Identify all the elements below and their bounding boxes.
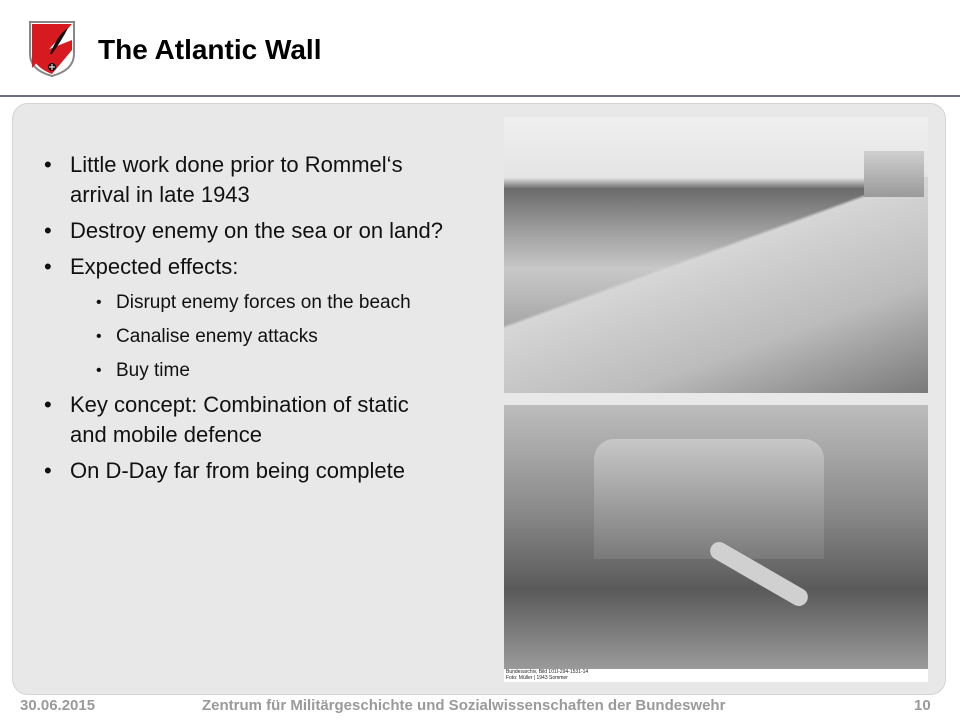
sub-bullet-item: • Disrupt enemy forces on the beach xyxy=(90,288,444,318)
footer-organization: Zentrum für Militärgeschichte und Sozialwissenschaften der Bundeswehr xyxy=(202,697,726,714)
bunker-gun-photo xyxy=(504,405,928,682)
caption-line: Foto: Müller | 1943 Sommer xyxy=(506,675,568,681)
shield-logo-icon xyxy=(28,20,76,78)
bullet-item: • Destroy enemy on the sea or on land? xyxy=(44,216,444,246)
footer-date: 30.06.2015 xyxy=(20,697,96,714)
sub-bullet-item: • Buy time xyxy=(90,356,444,386)
bullet-item: • Key concept: Combination of static and mobile defence xyxy=(44,390,444,450)
beach-area xyxy=(504,177,928,393)
caption-line: Bundesarchiv, Bild 101I-294-1531-14 xyxy=(506,669,589,675)
bunker xyxy=(594,439,824,559)
bullet-list xyxy=(44,150,444,492)
beach-obstacles-photo xyxy=(504,117,928,393)
bullet-item: • Little work done prior to Rommel‘s arrival in late 1943 xyxy=(44,150,444,210)
photo-image xyxy=(504,405,928,669)
header-divider xyxy=(0,95,960,97)
page-number: 10 xyxy=(914,697,931,714)
page-title: The Atlantic Wall xyxy=(98,34,322,65)
bullet-item: • On D-Day far from being complete xyxy=(44,456,444,486)
sub-bullet-item: • Canalise enemy attacks xyxy=(90,322,444,352)
building xyxy=(864,151,924,197)
bullet-item: • Expected effects: xyxy=(44,252,444,282)
photo-caption xyxy=(506,669,588,681)
